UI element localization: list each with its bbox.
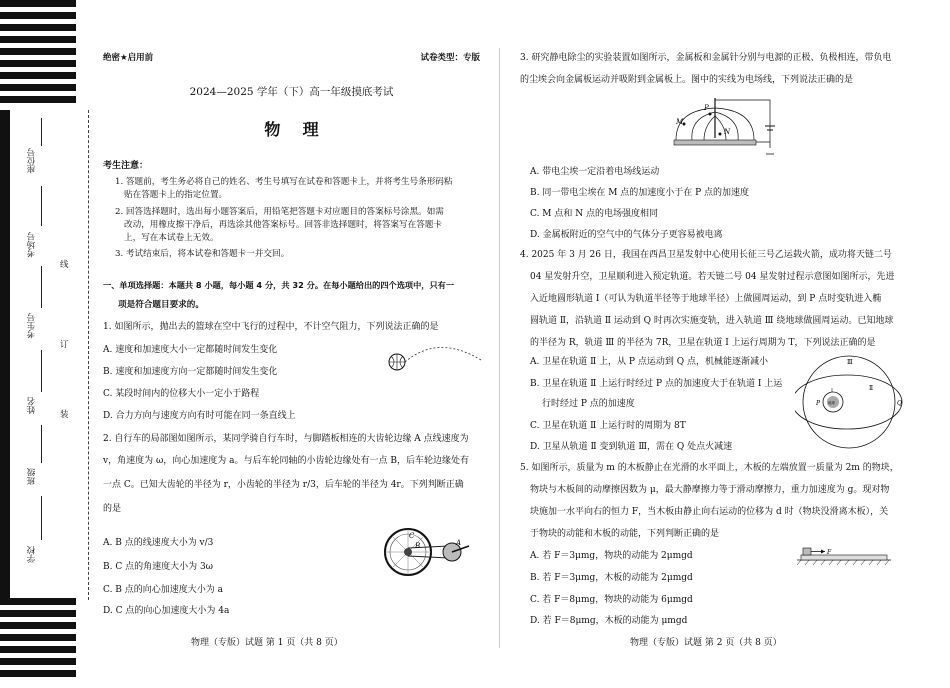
page-divider	[499, 48, 500, 648]
q4-option-b: B. 卫星在轨道 Ⅱ 上运行时经过 P 点的加速度大于在轨道 Ⅰ 上运	[530, 379, 783, 389]
q2-bicycle-figure	[383, 526, 475, 578]
notice-item: 上，写在本试卷上无效。	[124, 233, 219, 243]
margin-bar	[0, 110, 10, 598]
q1-option-b: B. 速度和加速度方向一定都随时间发生变化	[103, 367, 278, 377]
field-school-line	[41, 496, 42, 540]
q4-label-orbit-iii: Ⅲ	[847, 359, 853, 366]
q4-label-earth: 地球	[828, 401, 835, 405]
field-class-line	[41, 425, 42, 463]
field-room-line	[41, 186, 42, 226]
paper-type: 试卷类型：专版	[420, 53, 480, 63]
q5-board-figure	[795, 544, 895, 566]
q1-option-c: C. 某段时间内的位移大小一定小于路程	[103, 389, 260, 399]
q3-option-a: A. 带电尘埃一定沿着电场线运动	[530, 167, 660, 177]
q2-label-b: B	[415, 542, 421, 550]
q2-stem-line: 2. 自行车的局部图如图所示，某同学骑自行车时，与脚踏板相连的大齿轮边缘 A 点线速度为	[103, 434, 469, 444]
q4-stem-line: 4. 2025 年 3 月 26 日，我国在西昌卫星发射中心使用长征三号乙运载火箭，成功将天链二号	[520, 250, 892, 260]
q2-option-c: C. B 点的向心加速度大小为 a	[103, 585, 223, 595]
section1-heading-cont: 项是符合题目要求的。	[118, 300, 204, 310]
q2-stem-line: 的是	[103, 504, 122, 514]
field-school-label: 学校	[27, 546, 37, 563]
q4-label-p: P	[816, 400, 821, 407]
footer-right: 物理（专版）试题 第 2 页（共 8 页）	[630, 638, 782, 648]
bottom-stripe-block	[0, 598, 76, 682]
q2-label-a: A	[456, 539, 462, 547]
q4-option-a: A. 卫星在轨道 Ⅱ 上，从 P 点运动到 Q 点，机械能逐渐减小	[530, 357, 768, 367]
q3-label-n: N	[724, 128, 731, 136]
field-seat-label: 座位号	[27, 148, 37, 174]
q1-option-a: A. 速度和加速度大小一定都随时间发生变化	[103, 345, 278, 355]
q2-stem-line: 一点 C。已知大齿轮的半径为 r，小齿轮的半径为 r/3，后车轮的半径为 4r。下列判断正确	[103, 480, 464, 490]
q3-option-d: D. 金属板附近的空气中的气体分子更容易被电离	[530, 230, 723, 240]
q4-orbit-figure	[795, 352, 908, 452]
field-name-line	[41, 350, 42, 392]
q4-label-orbit-ii: Ⅱ	[869, 385, 874, 392]
q2-option-a: A. B 点的线速度大小为 v/3	[103, 538, 214, 548]
q3-electrostatic-figure	[670, 96, 780, 158]
field-class-label: 班级	[27, 468, 37, 485]
q3-stem-line: 的尘埃会向金属板运动并吸附到金属板上。图中的实线为电场线，下列说法正确的是	[520, 75, 854, 85]
notice-item: 1. 答题前，考生务必将自己的姓名、考生号填写在试卷和答题卡上，并将考生号条形码粘	[115, 177, 453, 187]
q3-option-b: B. 同一带电尘埃在 M 点的加速度小于在 P 点的加速度	[530, 188, 750, 198]
top-stripe-block	[0, 0, 76, 108]
binding-dashed-line	[88, 110, 89, 600]
notice-item: 改动，用橡皮擦干净后，再选涂其他答案标号。回答非选择题时，将答案写在答题卡	[124, 220, 442, 230]
q1-option-d: D. 合力方向与速度方向有时可能在同一条直线上	[103, 411, 296, 421]
q5-option-b: B. 若 F＝3μmg，木板的动能为 2μmgd	[530, 573, 693, 583]
q4-option-d: D. 卫星从轨道 Ⅱ 变到轨道 Ⅲ，需在 Q 处点火减速	[530, 442, 733, 452]
q1-stem: 1. 如图所示，抛出去的篮球在空中飞行的过程中，不计空气阻力，下列说法正确的是	[103, 322, 439, 332]
q5-stem-line: 块施加一水平向右的恒力 F，当木板由静止向右运动的位移为 d 时（物块没滑离木板），关	[530, 507, 889, 517]
q2-label-c: C	[409, 532, 415, 540]
q4-option-b-cont: 行时经过 P 点的加速度	[542, 399, 635, 409]
q5-stem-line: 物块与木板间的动摩擦因数为 μ，最大静摩擦力等于滑动摩擦力，重力加速度为 g。现对物	[530, 485, 890, 495]
q3-stem-line: 3. 研究静电除尘的实验装置如图所示，金属板和金属针分别与电源的正极、负极相连，带负电	[520, 53, 892, 63]
q5-option-c: C. 若 F＝8μmg，物块的动能为 6μmgd	[530, 595, 693, 605]
field-seat-line	[41, 118, 42, 146]
subject-title: 物 理	[264, 120, 319, 139]
q4-stem-line: 圆轨道 Ⅱ，沿轨道 Ⅱ 运动到 Q 时再次实施变轨，进入轨道 Ⅲ 绕地球做圆周运动。已知地球	[530, 316, 894, 326]
cut-mark-bind: 订	[60, 340, 69, 350]
section1-heading: 一、单项选择题：本题共 8 小题，每小题 4 分，共 32 分。在每小题给出的四个选项中，只有一	[103, 280, 455, 290]
footer-left: 物理（专版）试题 第 1 页（共 8 页）	[191, 638, 343, 648]
q2-stem-line: v，角速度为 ω，向心加速度为 a。与后车轮同轴的小齿轮边缘处有一点 B，后车轮边缘处有	[103, 456, 469, 466]
q5-stem-line: 5. 如图所示，质量为 m 的木板静止在光滑的水平面上，木板的左端放置一质量为 2m 的物块，	[520, 463, 899, 473]
q1-basketball-figure	[383, 336, 483, 376]
q4-label-q: Q	[897, 400, 902, 407]
q5-option-d: D. 若 F＝8μmg，木板的动能为 μmgd	[530, 616, 688, 626]
q3-label-m: M	[676, 118, 684, 126]
notice-title: 考生注意：	[103, 161, 149, 171]
cut-mark-line: 线	[60, 260, 69, 270]
q4-option-c: C. 卫星在轨道 Ⅱ 上运行时的周期为 8T	[530, 421, 686, 431]
q2-option-b: B. C 点的角速度大小为 3ω	[103, 562, 214, 572]
q5-stem-line: 于物块的动能和木板的动能，下列判断正确的是	[530, 529, 720, 539]
q3-label-p: P	[704, 104, 709, 112]
q2-option-d: D. C 点的向心加速度大小为 4a	[103, 606, 230, 616]
q4-stem-line: 的半径为 R，轨道 Ⅲ 的半径为 7R，卫星在轨道 Ⅰ 上运行周期为 T，下列说法正确的是	[530, 338, 876, 348]
notice-item: 贴在答题卡上的指定位置。	[124, 190, 228, 200]
notice-item: 2. 回答选择题时，选出每小题答案后，用铅笔把答题卡对应题目的答案标号涂黑。如需	[115, 207, 444, 217]
secret-mark: 绝密★启用前	[103, 53, 154, 63]
field-room-label: 考场号	[27, 232, 37, 258]
q4-stem-line: 04 星发射升空，卫星顺利进入预定轨道。若天链二号 04 星发射过程示意图如图所示，先进	[530, 272, 895, 282]
q5-label-f: F	[827, 549, 832, 556]
q4-stem-line: 入近地圆形轨道 Ⅰ（可认为轨道半径等于地球半径）上做圆周运动，到 P 点时变轨进入椭	[530, 294, 882, 304]
exam-title: 2024—2025 学年（下）高一年级摸底考试	[189, 86, 394, 98]
notice-item: 3. 考试结束后，将本试卷和答题卡一并交回。	[115, 249, 290, 259]
field-examno-line	[41, 266, 42, 308]
q4-label-orbit-i: Ⅰ	[831, 388, 833, 394]
q3-option-c: C. M 点和 N 点的电场强度相同	[530, 209, 658, 219]
q5-option-a: A. 若 F＝3μmg，物块的动能为 2μmgd	[530, 551, 693, 561]
field-name-label: 姓名	[27, 397, 37, 414]
field-examno-label: 考生号	[27, 313, 37, 339]
cut-mark-pack: 装	[60, 410, 69, 420]
